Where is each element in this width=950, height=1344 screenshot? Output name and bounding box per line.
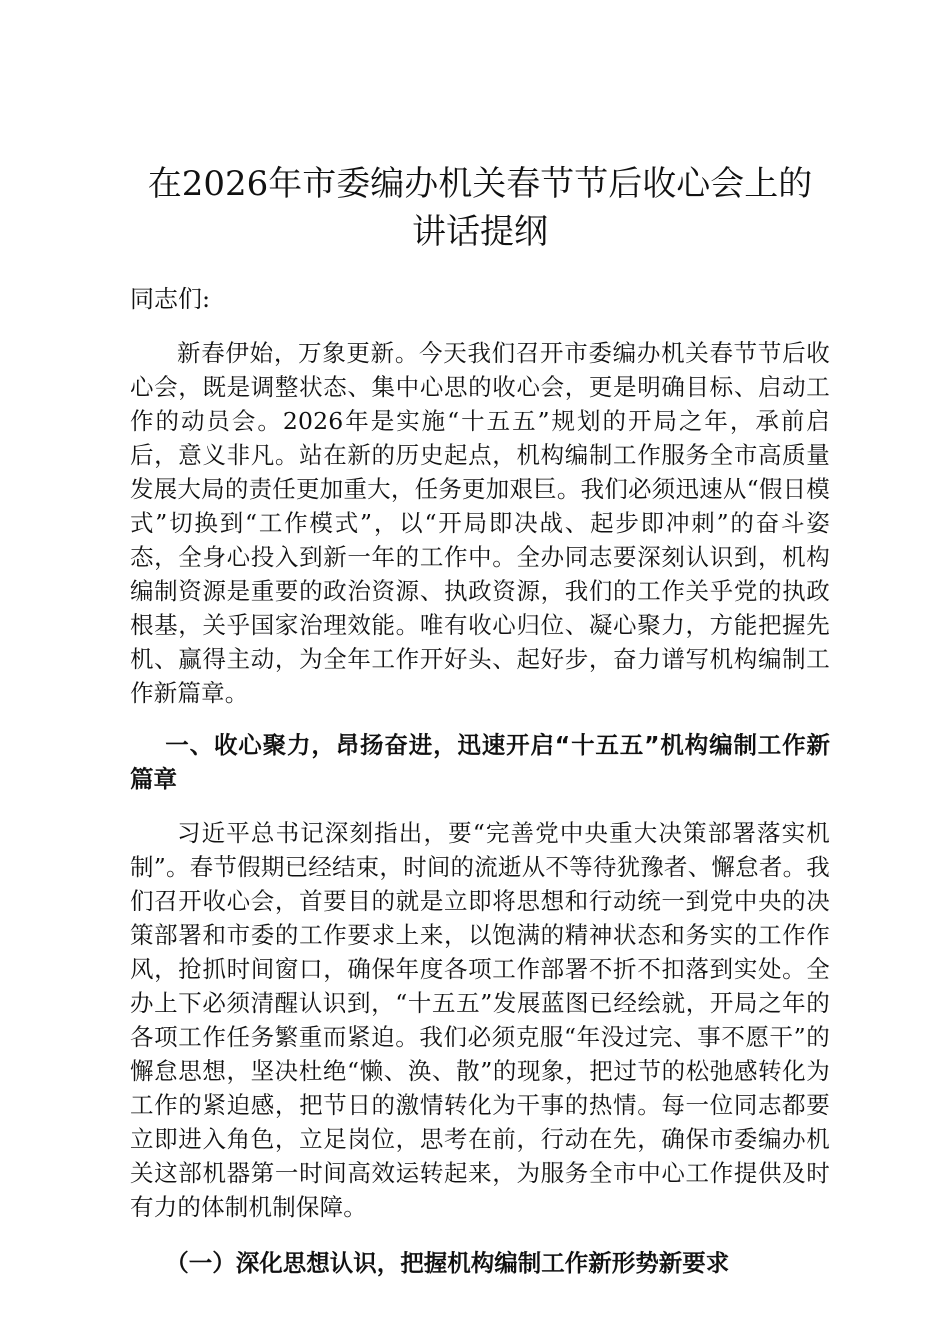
document-title: [130, 160, 830, 256]
document-body: [130, 160, 830, 1280]
title-line-2: 讲话提纲: [412, 212, 548, 252]
title-line-1: 在2026年市委编办机关春节节后收心会上的: [147, 164, 813, 204]
intro-paragraph: 新春伊始，万象更新。今天我们召开市委编办机关春节节后收心会，既是调整状态、集中心思的收心会，更是明确目标、启动工作的动员会。2026年是实施“十五五”规划的开局之年，承前启后，意义非凡。站在新的历史起点，机构编制工作服务全市高质量发展大局的责任更加重大，任务更加艰巨。我们必须迅速从“假日模式”切换到“工作模式”，以“开局即决战、起步即冲刺”的奋斗姿态，全身心投入到新一年的工作中。全办同志要深刻认识到，机构编制资源是重要的政治资源、执政资源，我们的工作关乎党的执政根基，关乎国家治理效能。唯有收心归位、凝心聚力，方能把握先机、赢得主动，为全年工作开好头、起好步，奋力谱写机构编制工作新篇章。: [130, 339, 830, 707]
section-1-paragraph: 习近平总书记深刻指出，要“完善党中央重大决策部署落实机制”。春节假期已经结束，时间的流逝从不等待犹豫者、懈怠者。我们召开收心会，首要目的就是立即将思想和行动统一到党中央的决策部署和市委的工作要求上来，以饱满的精神状态和务实的工作作风，抢抓时间窗口，确保年度各项工作部署不折不扣落到实处。全办上下必须清醒认识到，“十五五”发展蓝图已经绘就，开局之年的各项工作任务繁重而紧迫。我们必须克服“年没过完、事不愿干”的懈怠思想，坚决杜绝“懒、涣、散”的现象，把过节的松弛感转化为工作的紧迫感，把节日的激情转化为干事的热情。每一位同志都要立即进入角色，立足岗位，思考在前，行动在先，确保市委编办机关这部机器第一时间高效运转起来，为服务全市中心工作提供及时有力的体制机制保障。: [130, 819, 830, 1221]
section-1-heading: 一、收心聚力，昂扬奋进，迅速开启“十五五”机构编制工作新篇章: [130, 731, 830, 793]
greeting: 同志们:: [130, 285, 211, 313]
subsection-1-heading: （一）深化思想认识，把握机构编制工作新形势新要求: [165, 1249, 730, 1277]
